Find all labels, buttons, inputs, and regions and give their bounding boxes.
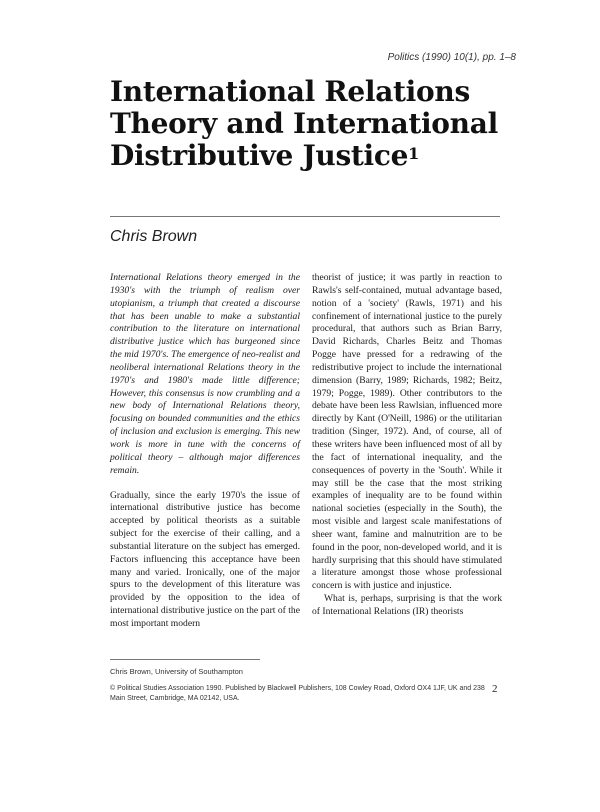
article-title [110, 76, 530, 172]
title-divider [110, 216, 500, 217]
body-paragraph-right-1: theorist of justice; it was partly in reaction to Rawls's self-contained, mutual advantage based, notion of a 'society' (Rawls, 1971) and his confinement of international justice to the purely procedural, that authors such as Brian Barry, David Richards, Charles Beitz and Thomas Pogge have pressed for a redrawing of the redistributive project to include the international dimension (Barry, 1989; Richards, 1982; Beitz, 1979; Pogge, 1989). Other contributors to the debate have been less Rawlsian, influenced more directly by Kant (O'Neill, 1986) or the utilitarian tradition (Singer, 1972). And, of course, all of these writers have been influenced most of all by the fact of international inequality, and the consequences of poverty in the 'South'. While it may still be the case that the most striking examples of inequality are to be found within national societies (especially in the South), the most visible and largest scale manifestations of sheer want, famine and malnutrition are to be found in the poor, non-developed world, and it is hardly surprising that this should have stimulated a literature amongst those whose professional concern is with justice and injustice. [312, 272, 502, 592]
abstract-paragraph: International Relations theory emerged in the 1930's with the triumph of realism over utopianism, a triumph that created a discourse that has been unable to make a substantial contribution to the literature on international distributive justice which has burgeoned since the mid 1970's. The emergence of neo-realist and neoliberal international Relations theory in the 1970's and 1980's made little difference; However, this consensus is now crumbling and a new body of International Relations theory, focusing on bounded communities and the ethics of inclusion and exclusion is emerging. This new work is more in tune with the concerns of political theory – although major differences remain. [110, 272, 300, 476]
left-column [110, 272, 300, 631]
author-affiliation: Chris Brown, University of Southampton [110, 667, 243, 676]
title-footnote-marker: 1 [408, 144, 419, 163]
body-paragraph-left: Gradually, since the early 1970's the issue of international distributive justice has become accepted by political theorists as a suitable subject for the exercise of their calling, and a substantial literature on the subject has emerged. Factors influencing this acceptance have been many and varied. Ironically, one of the major spurs to the development of this literature was provided by the opposition to the idea of international distributive justice on the part of the most important modern [110, 489, 300, 629]
body-paragraph-right-2: What is, perhaps, surprising is that the work of International Relations (IR) theorists [312, 593, 502, 617]
right-column [312, 272, 502, 619]
author-name: Chris Brown [110, 228, 198, 245]
journal-reference: Politics (1990) 10(1), pp. 1–8 [387, 52, 516, 63]
copyright-notice: © Political Studies Association 1990. Published by Blackwell Publishers, 108 Cowley Road, Oxford OX4 1JF, UK and 238 Main Street, Cambridge, MA 02142, USA. [110, 685, 485, 702]
page-number: 2 [492, 683, 498, 695]
article-title-text: International Relations Theory and International Distributive Justice [110, 75, 498, 172]
footnote-divider [110, 659, 260, 660]
